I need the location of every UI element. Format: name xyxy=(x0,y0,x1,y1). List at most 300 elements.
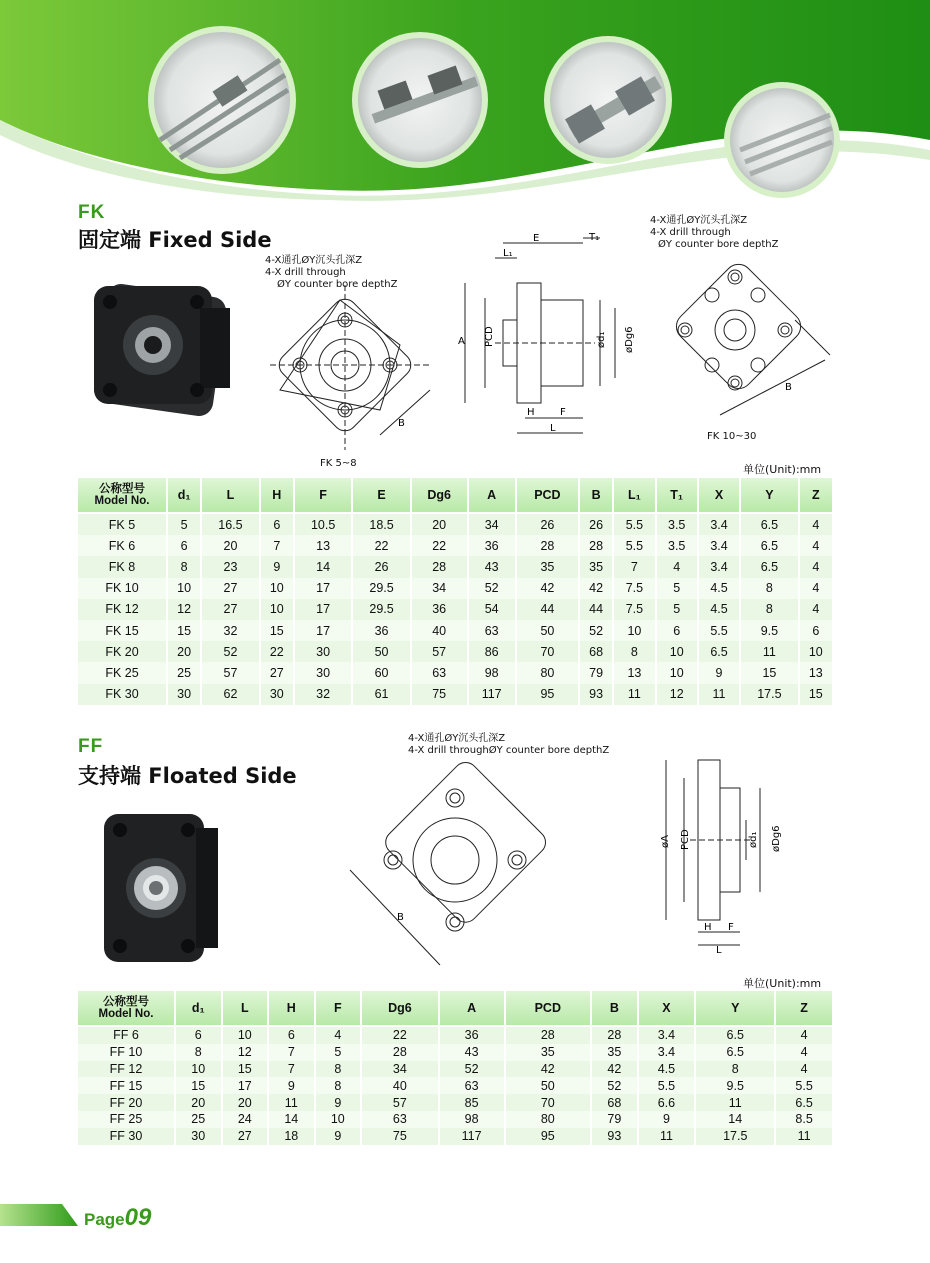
value-cell: 95 xyxy=(506,1128,591,1145)
model-column-header xyxy=(78,991,174,1027)
value-cell: 20 xyxy=(168,641,200,662)
value-cell: 10 xyxy=(316,1111,361,1128)
value-cell: 40 xyxy=(362,1077,438,1094)
model-cell: FF 10 xyxy=(78,1044,174,1061)
value-cell: 52 xyxy=(202,641,258,662)
value-cell: 13 xyxy=(800,662,832,683)
model-cell: FK 15 xyxy=(78,620,166,641)
value-cell: 10 xyxy=(657,641,697,662)
column-header: Y xyxy=(696,991,774,1027)
column-header: Z xyxy=(800,478,832,514)
table-row xyxy=(78,556,832,577)
value-cell: 4 xyxy=(800,514,832,535)
table-row xyxy=(78,535,832,556)
model-cell: FF 30 xyxy=(78,1128,174,1145)
value-cell: 10.5 xyxy=(295,514,351,535)
value-cell: 6 xyxy=(657,620,697,641)
fk-dim-dg6: øDg6 xyxy=(624,326,635,353)
value-cell: 8 xyxy=(614,641,654,662)
ff-table-body xyxy=(78,1027,832,1145)
value-cell: 22 xyxy=(412,535,467,556)
value-cell: 12 xyxy=(168,599,200,620)
value-cell: 44 xyxy=(517,599,578,620)
value-cell: 3.5 xyxy=(657,535,697,556)
column-header: B xyxy=(592,991,637,1027)
value-cell: 62 xyxy=(202,684,258,705)
column-header: H xyxy=(261,478,293,514)
value-cell: 68 xyxy=(592,1094,637,1111)
header-top-label: 公称型号 xyxy=(103,996,149,1008)
ff-section-title: 支持端 Floated Side xyxy=(78,764,297,788)
model-cell: FF 15 xyxy=(78,1077,174,1094)
value-cell: 32 xyxy=(202,620,258,641)
fk-unit-label: 单位(Unit):mm xyxy=(743,463,822,476)
value-cell: 8 xyxy=(316,1077,361,1094)
fk-dim-a: A xyxy=(458,336,465,347)
note-line: ØY counter bore depthZ xyxy=(658,239,779,250)
value-cell: 117 xyxy=(440,1128,504,1145)
ff-spec-table xyxy=(76,991,834,1145)
table-row xyxy=(78,1077,832,1094)
fk-small-note xyxy=(265,255,397,291)
value-cell: 15 xyxy=(168,620,200,641)
linear-shaft-support-photo xyxy=(544,36,672,164)
column-header: L xyxy=(202,478,258,514)
value-cell: 80 xyxy=(506,1111,591,1128)
ff-dim-d1: ød₁ xyxy=(748,831,759,848)
value-cell: 13 xyxy=(614,662,654,683)
header-bottom-label: Model No. xyxy=(98,1008,154,1020)
value-cell: 8 xyxy=(168,556,200,577)
table-header-row xyxy=(78,991,832,1027)
value-cell: 20 xyxy=(412,514,467,535)
model-cell: FF 25 xyxy=(78,1111,174,1128)
value-cell: 14 xyxy=(696,1111,774,1128)
value-cell: 40 xyxy=(412,620,467,641)
fk-dim-d1: ød₁ xyxy=(596,331,607,348)
table-row xyxy=(78,684,832,705)
footer-green-bar xyxy=(0,1200,78,1230)
fk-large-diagram xyxy=(665,255,835,430)
ff-dim-dg6: øDg6 xyxy=(771,825,782,852)
header-top-label: 公称型号 xyxy=(99,483,145,495)
value-cell: 4 xyxy=(776,1027,832,1044)
linear-guide-photo xyxy=(352,32,488,168)
value-cell: 22 xyxy=(362,1027,438,1044)
model-cell: FK 12 xyxy=(78,599,166,620)
fk-small-dim-b: B xyxy=(398,418,405,429)
value-cell: 28 xyxy=(580,535,612,556)
page-label: Page xyxy=(84,1210,125,1229)
value-cell: 57 xyxy=(412,641,467,662)
value-cell: 54 xyxy=(469,599,515,620)
value-cell: 35 xyxy=(506,1044,591,1061)
value-cell: 30 xyxy=(261,684,293,705)
value-cell: 11 xyxy=(696,1094,774,1111)
value-cell: 36 xyxy=(469,535,515,556)
value-cell: 11 xyxy=(776,1128,832,1145)
table-row xyxy=(78,641,832,662)
value-cell: 6.5 xyxy=(776,1094,832,1111)
column-header: PCD xyxy=(517,478,578,514)
value-cell: 4 xyxy=(800,578,832,599)
note-line: 4-X通孔ØY沉头孔深Z xyxy=(650,215,748,226)
value-cell: 17 xyxy=(295,599,351,620)
column-header: Y xyxy=(741,478,797,514)
fk-section-code: FK xyxy=(78,202,106,223)
model-column-header xyxy=(78,478,166,514)
value-cell: 3.4 xyxy=(699,514,739,535)
fk-small-diagram xyxy=(270,290,450,470)
value-cell: 117 xyxy=(469,684,515,705)
table-row xyxy=(78,599,832,620)
value-cell: 6 xyxy=(261,514,293,535)
value-cell: 12 xyxy=(657,684,697,705)
value-cell: 3.4 xyxy=(639,1027,695,1044)
value-cell: 6 xyxy=(168,535,200,556)
value-cell: 20 xyxy=(176,1094,221,1111)
value-cell: 26 xyxy=(580,514,612,535)
value-cell: 11 xyxy=(699,684,739,705)
header-banner xyxy=(0,0,930,200)
value-cell: 95 xyxy=(517,684,578,705)
model-cell: FF 20 xyxy=(78,1094,174,1111)
value-cell: 36 xyxy=(353,620,409,641)
value-cell: 43 xyxy=(469,556,515,577)
column-header: d₁ xyxy=(176,991,221,1027)
value-cell: 4 xyxy=(776,1044,832,1061)
table-row xyxy=(78,1111,832,1128)
model-cell: FK 6 xyxy=(78,535,166,556)
value-cell: 27 xyxy=(223,1128,268,1145)
value-cell: 14 xyxy=(269,1111,314,1128)
value-cell: 30 xyxy=(176,1128,221,1145)
value-cell: 60 xyxy=(353,662,409,683)
value-cell: 9.5 xyxy=(696,1077,774,1094)
value-cell: 26 xyxy=(353,556,409,577)
ff-note xyxy=(408,733,609,757)
column-header: T₁ xyxy=(657,478,697,514)
value-cell: 5 xyxy=(316,1044,361,1061)
value-cell: 13 xyxy=(295,535,351,556)
ff-dim-a: øA xyxy=(660,835,671,848)
value-cell: 43 xyxy=(440,1044,504,1061)
note-line: 4-X通孔ØY沉头孔深Z xyxy=(408,733,506,744)
value-cell: 9 xyxy=(269,1077,314,1094)
value-cell: 14 xyxy=(295,556,351,577)
ff-unit-label: 单位(Unit):mm xyxy=(743,977,822,990)
value-cell: 52 xyxy=(580,620,612,641)
value-cell: 4 xyxy=(800,556,832,577)
value-cell: 98 xyxy=(440,1111,504,1128)
value-cell: 15 xyxy=(223,1061,268,1078)
model-cell: FK 8 xyxy=(78,556,166,577)
value-cell: 27 xyxy=(261,662,293,683)
value-cell: 10 xyxy=(261,599,293,620)
value-cell: 26 xyxy=(517,514,578,535)
value-cell: 10 xyxy=(657,662,697,683)
value-cell: 8 xyxy=(316,1061,361,1078)
value-cell: 79 xyxy=(580,662,612,683)
value-cell: 70 xyxy=(506,1094,591,1111)
value-cell: 15 xyxy=(800,684,832,705)
ff-dim-l: L xyxy=(716,945,722,956)
value-cell: 36 xyxy=(412,599,467,620)
value-cell: 10 xyxy=(614,620,654,641)
model-cell: FK 10 xyxy=(78,578,166,599)
value-cell: 23 xyxy=(202,556,258,577)
fk-section-title: 固定端 Fixed Side xyxy=(78,228,272,252)
value-cell: 6.5 xyxy=(741,514,797,535)
fk-large-caption: FK 10~30 xyxy=(707,431,757,442)
column-header: L xyxy=(223,991,268,1027)
column-header: A xyxy=(469,478,515,514)
value-cell: 6 xyxy=(800,620,832,641)
value-cell: 9 xyxy=(316,1128,361,1145)
ff-dim-f: F xyxy=(728,922,734,933)
column-header: X xyxy=(699,478,739,514)
model-cell: FK 25 xyxy=(78,662,166,683)
value-cell: 30 xyxy=(295,662,351,683)
value-cell: 24 xyxy=(223,1111,268,1128)
value-cell: 30 xyxy=(168,684,200,705)
value-cell: 5.5 xyxy=(776,1077,832,1094)
value-cell: 17.5 xyxy=(696,1128,774,1145)
value-cell: 93 xyxy=(592,1128,637,1145)
table-row xyxy=(78,1128,832,1145)
value-cell: 29.5 xyxy=(353,599,409,620)
value-cell: 11 xyxy=(614,684,654,705)
table-row xyxy=(78,1027,832,1044)
value-cell: 7 xyxy=(269,1044,314,1061)
value-cell: 4 xyxy=(657,556,697,577)
value-cell: 86 xyxy=(469,641,515,662)
value-cell: 28 xyxy=(412,556,467,577)
column-header: A xyxy=(440,991,504,1027)
value-cell: 15 xyxy=(261,620,293,641)
value-cell: 5 xyxy=(168,514,200,535)
value-cell: 10 xyxy=(176,1061,221,1078)
ff-front-diagram xyxy=(345,760,560,975)
value-cell: 28 xyxy=(592,1027,637,1044)
table-row xyxy=(78,514,832,535)
value-cell: 15 xyxy=(741,662,797,683)
value-cell: 10 xyxy=(261,578,293,599)
value-cell: 35 xyxy=(517,556,578,577)
value-cell: 11 xyxy=(269,1094,314,1111)
value-cell: 70 xyxy=(517,641,578,662)
value-cell: 4.5 xyxy=(699,578,739,599)
value-cell: 20 xyxy=(223,1094,268,1111)
column-header: H xyxy=(269,991,314,1027)
value-cell: 85 xyxy=(440,1094,504,1111)
value-cell: 34 xyxy=(362,1061,438,1078)
value-cell: 6.5 xyxy=(741,556,797,577)
value-cell: 34 xyxy=(469,514,515,535)
value-cell: 28 xyxy=(506,1027,591,1044)
value-cell: 7 xyxy=(269,1061,314,1078)
value-cell: 50 xyxy=(506,1077,591,1094)
column-header: Dg6 xyxy=(412,478,467,514)
ff-section-code: FF xyxy=(78,736,104,757)
value-cell: 8 xyxy=(741,578,797,599)
value-cell: 5.5 xyxy=(614,535,654,556)
fk-dim-h: H xyxy=(527,407,535,418)
value-cell: 98 xyxy=(469,662,515,683)
table-row xyxy=(78,620,832,641)
value-cell: 75 xyxy=(362,1128,438,1145)
value-cell: 3.5 xyxy=(657,514,697,535)
value-cell: 17 xyxy=(223,1077,268,1094)
value-cell: 17 xyxy=(295,578,351,599)
fk-table-body xyxy=(78,514,832,705)
value-cell: 9 xyxy=(261,556,293,577)
page-footer xyxy=(84,1204,151,1232)
value-cell: 32 xyxy=(295,684,351,705)
value-cell: 8.5 xyxy=(776,1111,832,1128)
value-cell: 52 xyxy=(440,1061,504,1078)
table-row xyxy=(78,1094,832,1111)
fk-dim-t1: T₁ xyxy=(589,232,600,243)
value-cell: 93 xyxy=(580,684,612,705)
value-cell: 61 xyxy=(353,684,409,705)
model-cell: FF 12 xyxy=(78,1061,174,1078)
table-header-row xyxy=(78,478,832,514)
value-cell: 6 xyxy=(269,1027,314,1044)
value-cell: 4 xyxy=(800,535,832,556)
value-cell: 42 xyxy=(580,578,612,599)
value-cell: 79 xyxy=(592,1111,637,1128)
value-cell: 52 xyxy=(592,1077,637,1094)
value-cell: 6 xyxy=(176,1027,221,1044)
value-cell: 5 xyxy=(657,599,697,620)
fk-large-note xyxy=(650,215,778,251)
value-cell: 10 xyxy=(168,578,200,599)
fk-dim-pcd: PCD xyxy=(484,326,495,347)
value-cell: 27 xyxy=(202,599,258,620)
table-row xyxy=(78,578,832,599)
value-cell: 5.5 xyxy=(639,1077,695,1094)
note-line: 4-X通孔ØY沉头孔深Z xyxy=(265,255,363,266)
value-cell: 12 xyxy=(223,1044,268,1061)
value-cell: 4.5 xyxy=(699,599,739,620)
value-cell: 22 xyxy=(353,535,409,556)
value-cell: 6.6 xyxy=(639,1094,695,1111)
value-cell: 28 xyxy=(362,1044,438,1061)
column-header: PCD xyxy=(506,991,591,1027)
value-cell: 7.5 xyxy=(614,599,654,620)
table-row xyxy=(78,1044,832,1061)
column-header: L₁ xyxy=(614,478,654,514)
value-cell: 80 xyxy=(517,662,578,683)
value-cell: 29.5 xyxy=(353,578,409,599)
value-cell: 6.5 xyxy=(699,641,739,662)
fk-spec-table xyxy=(76,478,834,705)
value-cell: 15 xyxy=(176,1077,221,1094)
value-cell: 10 xyxy=(223,1027,268,1044)
value-cell: 9 xyxy=(639,1111,695,1128)
value-cell: 16.5 xyxy=(202,514,258,535)
value-cell: 36 xyxy=(440,1027,504,1044)
value-cell: 8 xyxy=(741,599,797,620)
value-cell: 9.5 xyxy=(741,620,797,641)
value-cell: 35 xyxy=(592,1044,637,1061)
column-header: F xyxy=(295,478,351,514)
model-cell: FF 6 xyxy=(78,1027,174,1044)
value-cell: 75 xyxy=(412,684,467,705)
value-cell: 42 xyxy=(517,578,578,599)
ff-product-photo xyxy=(96,808,226,973)
ff-dim-pcd: PCD xyxy=(680,829,691,850)
value-cell: 3.4 xyxy=(699,556,739,577)
value-cell: 25 xyxy=(168,662,200,683)
ff-dim-b: B xyxy=(397,912,404,923)
value-cell: 3.4 xyxy=(699,535,739,556)
fk-large-dim-b: B xyxy=(785,382,792,393)
value-cell: 8 xyxy=(176,1044,221,1061)
value-cell: 18.5 xyxy=(353,514,409,535)
value-cell: 42 xyxy=(506,1061,591,1078)
value-cell: 22 xyxy=(261,641,293,662)
value-cell: 4 xyxy=(776,1061,832,1078)
value-cell: 50 xyxy=(517,620,578,641)
value-cell: 50 xyxy=(353,641,409,662)
value-cell: 6.5 xyxy=(741,535,797,556)
value-cell: 6.5 xyxy=(696,1027,774,1044)
column-header: d₁ xyxy=(168,478,200,514)
fk-dim-l: L xyxy=(550,423,556,434)
value-cell: 35 xyxy=(580,556,612,577)
value-cell: 25 xyxy=(176,1111,221,1128)
value-cell: 57 xyxy=(202,662,258,683)
column-header: F xyxy=(316,991,361,1027)
value-cell: 11 xyxy=(741,641,797,662)
page-number: 09 xyxy=(124,1204,152,1231)
value-cell: 57 xyxy=(362,1094,438,1111)
value-cell: 63 xyxy=(469,620,515,641)
value-cell: 20 xyxy=(202,535,258,556)
value-cell: 17.5 xyxy=(741,684,797,705)
value-cell: 4 xyxy=(800,599,832,620)
model-cell: FK 20 xyxy=(78,641,166,662)
value-cell: 4 xyxy=(316,1027,361,1044)
value-cell: 68 xyxy=(580,641,612,662)
value-cell: 44 xyxy=(580,599,612,620)
value-cell: 34 xyxy=(412,578,467,599)
value-cell: 5 xyxy=(657,578,697,599)
value-cell: 30 xyxy=(295,641,351,662)
value-cell: 11 xyxy=(639,1128,695,1145)
fk-product-photo xyxy=(80,278,245,438)
column-header: Dg6 xyxy=(362,991,438,1027)
value-cell: 52 xyxy=(469,578,515,599)
note-line: ØY counter bore depthZ xyxy=(277,279,398,290)
column-header: B xyxy=(580,478,612,514)
table-row xyxy=(78,662,832,683)
value-cell: 7.5 xyxy=(614,578,654,599)
value-cell: 9 xyxy=(316,1094,361,1111)
model-cell: FK 5 xyxy=(78,514,166,535)
value-cell: 7 xyxy=(261,535,293,556)
ballscrew-photo xyxy=(148,26,296,174)
fk-small-caption: FK 5~8 xyxy=(320,458,357,469)
column-header: X xyxy=(639,991,695,1027)
value-cell: 28 xyxy=(517,535,578,556)
linear-rods-photo xyxy=(724,82,840,198)
fk-dim-e: E xyxy=(533,233,540,244)
value-cell: 10 xyxy=(800,641,832,662)
fk-side-diagram xyxy=(455,228,635,443)
